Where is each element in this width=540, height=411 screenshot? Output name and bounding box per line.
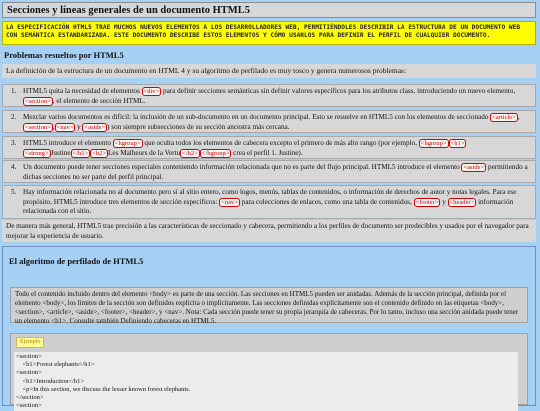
page-title: Secciones y líneas generales de un documento HTML5 — [2, 2, 536, 18]
list-item — [2, 84, 536, 107]
list-item-number: 3. — [11, 139, 17, 147]
list-item-text: para colecciones de enlaces, como una tabla de contenidos, — [239, 197, 414, 206]
list-item — [2, 185, 536, 219]
separator: y — [75, 122, 83, 131]
code-tag: <aside> — [463, 164, 485, 171]
separator: , — [52, 122, 55, 131]
list-item-text: crea el perfil 1. Justine). — [231, 148, 303, 157]
code-tag: <hgroup> — [114, 140, 141, 147]
list-item-number: 5. — [11, 188, 17, 196]
code-tag: <header> — [449, 198, 475, 206]
code-tag: <nav> — [56, 123, 74, 131]
list-item-text: Les Malheurs de la Vertu — [108, 148, 181, 157]
list-item-text: que oculta todos los elementos de cabecera excepto el primero de más alto rango (por ejemplo, — [142, 139, 419, 147]
code-tag: <div> — [143, 88, 160, 95]
problems-heading: Problemas resueltos por HTML5 — [4, 50, 124, 60]
problems-summary: De manera más general, HTML5 trae precisión a las características de seccionado y cabecera, permitiendo a los perfiles de documento ser predecibles y usados por el navegador para mejorar la experiencia de usuario. — [2, 220, 536, 242]
list-item-text: HTML5 introduce el elemento — [23, 139, 113, 147]
example-label: Ejemplo — [16, 337, 44, 348]
list-item-text: Hay información relacionada no al documento pero sí al sitio entero, como logos, menús, tablas de contenidos, o información de derechos de autor y notas legales. Para ese propósito, HTML5 introduce tres elementos de sección específicos: — [23, 188, 517, 206]
code-tag: <nav> — [221, 198, 238, 206]
list-item — [2, 110, 536, 133]
list-item-text: Justine — [50, 148, 71, 157]
code-tag: <section> — [25, 97, 51, 105]
algorithm-heading: El algoritmo de perfilado de HTML5 — [9, 256, 144, 266]
list-item-number: 1. — [11, 87, 17, 95]
algorithm-description: Todo el contenido incluido dentro del elemento <body> es parte de una sección. Las secciones en HTML5 pueden ser anidadas. Además de la sección principal, definida por el elemento <body>, los límites de la sección son definidos explícita o implícitamente. Las secciones definidas explícitamente son el contenido definido en las etiquetas <body>, <section>, <article>, <aside>, <footer>, <header>, y <nav>. Nota: Cada sección puede tener su propia jerarquía de cabeceras. Por lo tanto, incluso una sección anidada puede tener un elemento <h1>. Consulte también Definiendo cabeceras en HTML5. — [10, 287, 528, 323]
code-tag: <footer> — [415, 198, 439, 206]
code-tag: </h1> — [72, 149, 89, 157]
list-item-text: HTML5 quita la necesidad de elementos — [23, 87, 142, 95]
problems-intro: La definición de la estructura de un documento en HTML 4 y su algoritmo de perfilado es muy tosco y genera numerosos problemas: — [2, 64, 536, 78]
code-tag: <aside> — [84, 123, 106, 131]
code-tag: </hgroup> — [201, 149, 230, 157]
code-tag: <article> — [492, 114, 516, 121]
list-item-text: para definir secciones semánticas sin definir valores específicos para los atributos class, introduciendo un nuevo elemento, — [161, 87, 516, 95]
code-tag: <section> — [25, 123, 51, 131]
list-item-text: y — [440, 197, 448, 206]
list-item-text: , el elemento de sección HTML. — [52, 96, 146, 105]
code-example: <section> <h1>Forest elephants</h1> <section> <h1>Introduction</h1> <p>In this section, we discuss the lesser known forest elephants. </section> <section> — [14, 352, 518, 411]
list-item-number: 4. — [11, 163, 17, 171]
list-item-text: Mezclar varios documentos es difícil: la inclusión de un sub-documento en un documento principal. Esto se resuelve en HTML5 con los elementos de seccionado — [23, 113, 491, 121]
code-tag: <strong> — [25, 149, 49, 157]
separator: , — [517, 113, 520, 121]
code-tag: <hgroup> — [420, 140, 447, 147]
list-item — [2, 136, 536, 159]
list-item-number: 2. — [11, 113, 17, 121]
list-item-text: permitiendo a dichas secciones no ser parte del perfil principal. — [23, 163, 528, 181]
list-item-text: ) son siempre subsecciones de su sección ancestra más cercana. — [107, 122, 290, 131]
list-item-text: Un documento puede tener secciones especiales conteniendo información relacionada que no es parte del flujo principal. HTML5 introduce el elemento — [23, 163, 462, 171]
list-item — [2, 160, 536, 183]
code-tag: <h2> — [92, 149, 107, 157]
list-item-text: información relacionada con el sitio. — [23, 197, 514, 215]
intro-banner: LA ESPECIFICACIÓN HTML5 TRAE MUCHOS NUEVOS ELEMENTOS A LOS DESARROLLADORES WEB, PERMITIÉNDOLES DESCRIBIR LA ESTRUCTURA DE UN DOCUMENTO WEB CON SEMÁNTICA ESTANDARIZADA. ESTE DOCUMENTO DESCRIBE ESTOS ELEMENTOS Y CÓMO USARLOS PARA DEFINIR EL PERFIL DE CUALQUIER DOCUMENTO. — [2, 21, 536, 45]
code-tag: <h1> — [450, 140, 465, 147]
code-tag: </h2> — [182, 149, 198, 157]
